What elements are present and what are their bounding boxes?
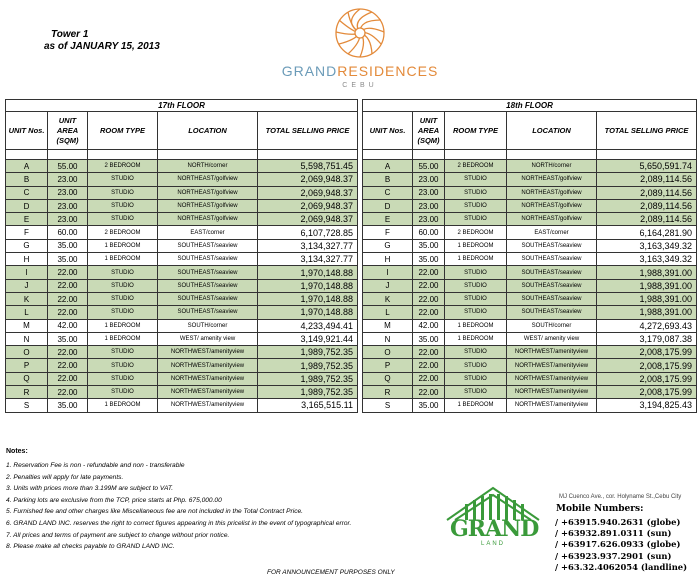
location-cell: SOUTHEAST/seaview bbox=[158, 306, 258, 319]
area-cell: 35.00 bbox=[413, 332, 445, 345]
area-cell: 23.00 bbox=[48, 199, 88, 212]
unit-cell: K bbox=[6, 292, 48, 305]
location-cell: SOUTH/corner bbox=[507, 319, 597, 332]
price-table-17th-body bbox=[6, 100, 358, 413]
room-type-cell: STUDIO bbox=[445, 199, 507, 212]
price-table-17th-floor bbox=[5, 99, 358, 413]
location-cell: SOUTHEAST/seaview bbox=[507, 279, 597, 292]
room-type-cell: 1 BEDROOM bbox=[445, 253, 507, 266]
tower-label: Tower 1 bbox=[51, 29, 89, 40]
area-cell: 22.00 bbox=[48, 279, 88, 292]
note-item: 4. Parking lots are exclusive from the TCP, price starts at Php. 675,000.00 bbox=[6, 496, 222, 504]
location-cell: NORTHWEST/amenityview bbox=[507, 386, 597, 399]
price-cell: 2,089,114.56 bbox=[597, 173, 697, 186]
price-cell: 1,988,391.00 bbox=[597, 279, 697, 292]
price-cell: 3,179,087.38 bbox=[597, 332, 697, 345]
room-type-cell: 1 BEDROOM bbox=[445, 239, 507, 252]
area-cell: 22.00 bbox=[48, 306, 88, 319]
unit-cell: G bbox=[363, 239, 413, 252]
location-cell: NORTHWEST/amenityview bbox=[507, 346, 597, 359]
table-row bbox=[6, 160, 358, 173]
location-cell: SOUTH/corner bbox=[158, 319, 258, 332]
area-cell: 22.00 bbox=[413, 386, 445, 399]
location-cell: NORTHWEST/amenityview bbox=[158, 399, 258, 412]
unit-cell: M bbox=[6, 319, 48, 332]
price-table-18th-floor bbox=[362, 99, 697, 413]
note-item: 5. Furnished fee and other charges like Miscellaneous fee are not included in the Total Contract Price. bbox=[6, 508, 304, 516]
brand-name-a: GRAND bbox=[281, 63, 338, 79]
location-cell: NORTHWEST/amenityview bbox=[158, 346, 258, 359]
as-of-date: as of JANUARY 15, 2013 bbox=[44, 41, 160, 52]
unit-cell: J bbox=[363, 279, 413, 292]
table-row bbox=[6, 199, 358, 212]
table-row bbox=[6, 266, 358, 279]
floor-title: 17th FLOOR bbox=[6, 100, 358, 112]
area-cell: 22.00 bbox=[48, 292, 88, 305]
table-row bbox=[6, 332, 358, 345]
note-item: 2. Penalties will apply for late payments. bbox=[6, 473, 124, 481]
table-row bbox=[363, 399, 697, 412]
table-header-row bbox=[363, 112, 697, 150]
unit-cell: D bbox=[363, 199, 413, 212]
room-type-cell: STUDIO bbox=[445, 279, 507, 292]
room-type-cell: STUDIO bbox=[445, 386, 507, 399]
room-type-cell: 1 BEDROOM bbox=[445, 399, 507, 412]
price-cell: 2,008,175.99 bbox=[597, 359, 697, 372]
room-type-cell: STUDIO bbox=[445, 266, 507, 279]
area-cell: 35.00 bbox=[413, 253, 445, 266]
room-type-cell: STUDIO bbox=[88, 306, 158, 319]
room-type-cell: 2 BEDROOM bbox=[445, 160, 507, 173]
price-cell: 2,008,175.99 bbox=[597, 386, 697, 399]
price-table-18th-body bbox=[363, 100, 697, 413]
location-cell: NORTHWEST/amenityview bbox=[507, 359, 597, 372]
unit-cell: S bbox=[363, 399, 413, 412]
room-type-cell: 2 BEDROOM bbox=[88, 226, 158, 239]
table-row bbox=[363, 226, 697, 239]
unit-cell: B bbox=[363, 173, 413, 186]
area-cell: 22.00 bbox=[48, 386, 88, 399]
table-row bbox=[6, 386, 358, 399]
table-row bbox=[6, 239, 358, 252]
location-cell: SOUTHEAST/seaview bbox=[158, 253, 258, 266]
col-header-room: ROOM TYPE bbox=[445, 112, 507, 150]
area-cell: 22.00 bbox=[413, 266, 445, 279]
area-cell: 22.00 bbox=[48, 359, 88, 372]
room-type-cell: STUDIO bbox=[88, 346, 158, 359]
table-row bbox=[363, 199, 697, 212]
price-cell: 4,272,693.43 bbox=[597, 319, 697, 332]
location-cell: NORTHWEST/amenityview bbox=[158, 359, 258, 372]
shell-emblem-icon bbox=[331, 6, 389, 60]
unit-cell: N bbox=[363, 332, 413, 345]
area-cell: 23.00 bbox=[48, 173, 88, 186]
table-row bbox=[6, 359, 358, 372]
unit-cell: J bbox=[6, 279, 48, 292]
room-type-cell: 1 BEDROOM bbox=[445, 319, 507, 332]
location-cell: NORTH/corner bbox=[158, 160, 258, 173]
spacer-row bbox=[6, 150, 358, 160]
location-cell: NORTHEAST/golfview bbox=[158, 186, 258, 199]
table-title-row bbox=[363, 100, 697, 112]
price-cell: 1,970,148.88 bbox=[258, 292, 358, 305]
location-cell: SOUTHEAST/seaview bbox=[507, 266, 597, 279]
table-title-row bbox=[6, 100, 358, 112]
col-header-price: TOTAL SELLING PRICE bbox=[258, 112, 358, 150]
price-cell: 2,008,175.99 bbox=[597, 346, 697, 359]
location-cell: NORTH/corner bbox=[507, 160, 597, 173]
price-cell: 2,069,948.37 bbox=[258, 199, 358, 212]
unit-cell: R bbox=[363, 386, 413, 399]
room-type-cell: STUDIO bbox=[445, 173, 507, 186]
table-row bbox=[6, 346, 358, 359]
room-type-cell: STUDIO bbox=[88, 372, 158, 385]
table-row bbox=[363, 239, 697, 252]
room-type-cell: STUDIO bbox=[445, 346, 507, 359]
unit-cell: A bbox=[363, 160, 413, 173]
location-cell: NORTHEAST/golfview bbox=[507, 186, 597, 199]
unit-cell: L bbox=[363, 306, 413, 319]
location-cell: NORTHEAST/golfview bbox=[507, 173, 597, 186]
note-item: 3. Units with prices more than 3.199M are subject to VAT. bbox=[6, 485, 174, 493]
announcement-footer: FOR ANNOUNCEMENT PURPOSES ONLY bbox=[267, 569, 395, 576]
grand-residences-logo bbox=[260, 6, 460, 100]
table-row bbox=[6, 306, 358, 319]
room-type-cell: STUDIO bbox=[88, 279, 158, 292]
table-row bbox=[6, 226, 358, 239]
location-cell: SOUTHEAST/seaview bbox=[507, 239, 597, 252]
table-row bbox=[6, 292, 358, 305]
price-cell: 2,069,948.37 bbox=[258, 213, 358, 226]
unit-cell: I bbox=[363, 266, 413, 279]
area-cell: 55.00 bbox=[48, 160, 88, 173]
price-cell: 3,134,327.77 bbox=[258, 239, 358, 252]
area-cell: 60.00 bbox=[48, 226, 88, 239]
table-row bbox=[363, 173, 697, 186]
price-cell: 2,069,948.37 bbox=[258, 186, 358, 199]
col-header-location: LOCATION bbox=[158, 112, 258, 150]
room-type-cell: STUDIO bbox=[445, 372, 507, 385]
brand-name bbox=[260, 63, 460, 79]
table-row bbox=[363, 346, 697, 359]
location-cell: WEST/ amenity view bbox=[158, 332, 258, 345]
table-row bbox=[6, 173, 358, 186]
table-row bbox=[363, 279, 697, 292]
phone-list bbox=[555, 517, 687, 573]
area-cell: 23.00 bbox=[413, 173, 445, 186]
price-cell: 2,089,114.56 bbox=[597, 213, 697, 226]
unit-cell: I bbox=[6, 266, 48, 279]
room-type-cell: STUDIO bbox=[88, 292, 158, 305]
unit-cell: O bbox=[363, 346, 413, 359]
area-cell: 23.00 bbox=[48, 186, 88, 199]
phone-number: / +63932.891.0311 (sun) bbox=[555, 528, 672, 539]
room-type-cell: STUDIO bbox=[88, 386, 158, 399]
price-cell: 1,970,148.88 bbox=[258, 306, 358, 319]
office-address: MJ Cuenco Ave., cor. Holyname St.,Cebu City bbox=[559, 494, 682, 500]
location-cell: SOUTHEAST/seaview bbox=[158, 292, 258, 305]
room-type-cell: 1 BEDROOM bbox=[88, 319, 158, 332]
note-item: 8. Please make all checks payable to GRAND LAND INC. bbox=[6, 543, 175, 551]
price-cell: 3,165,515.11 bbox=[258, 399, 358, 412]
location-cell: EAST/corner bbox=[158, 226, 258, 239]
price-cell: 3,149,921.44 bbox=[258, 332, 358, 345]
area-cell: 35.00 bbox=[48, 253, 88, 266]
location-cell: NORTHEAST/golfview bbox=[158, 213, 258, 226]
area-cell: 22.00 bbox=[413, 306, 445, 319]
notes-list bbox=[6, 460, 351, 553]
location-cell: NORTHWEST/amenityview bbox=[507, 399, 597, 412]
table-row bbox=[363, 266, 697, 279]
unit-cell: Q bbox=[6, 372, 48, 385]
area-cell: 60.00 bbox=[413, 226, 445, 239]
location-cell: SOUTHEAST/seaview bbox=[507, 292, 597, 305]
notes-section bbox=[6, 448, 351, 553]
notes-title: Notes: bbox=[6, 448, 28, 455]
room-type-cell: 2 BEDROOM bbox=[445, 226, 507, 239]
table-row bbox=[363, 386, 697, 399]
spacer-row bbox=[363, 150, 697, 160]
unit-cell: O bbox=[6, 346, 48, 359]
note-item: 7. All prices and terms of payment are subject to change without prior notice. bbox=[6, 531, 230, 539]
price-cell: 1,989,752.35 bbox=[258, 372, 358, 385]
col-header-unit: UNIT Nos. bbox=[363, 112, 413, 150]
table-row bbox=[363, 292, 697, 305]
price-cell: 2,008,175.99 bbox=[597, 372, 697, 385]
price-cell: 1,988,391.00 bbox=[597, 266, 697, 279]
phone-number: / +63915.940.2631 (globe) bbox=[555, 517, 681, 527]
area-cell: 35.00 bbox=[48, 239, 88, 252]
unit-cell: E bbox=[363, 213, 413, 226]
col-header-unit: UNIT Nos. bbox=[6, 112, 48, 150]
table-row bbox=[363, 213, 697, 226]
table-row bbox=[6, 253, 358, 266]
price-cell: 6,164,281.90 bbox=[597, 226, 697, 239]
location-cell: SOUTHEAST/seaview bbox=[507, 253, 597, 266]
table-row bbox=[363, 160, 697, 173]
table-row bbox=[6, 319, 358, 332]
location-cell: SOUTHEAST/seaview bbox=[158, 266, 258, 279]
unit-cell: K bbox=[363, 292, 413, 305]
location-cell: NORTHEAST/golfview bbox=[507, 199, 597, 212]
phone-number: / +63923.937.2901 (sun) bbox=[555, 550, 672, 561]
unit-cell: M bbox=[363, 319, 413, 332]
unit-cell: Q bbox=[363, 372, 413, 385]
brand-city: CEBU bbox=[342, 82, 378, 89]
location-cell: WEST/ amenity view bbox=[507, 332, 597, 345]
col-header-location: LOCATION bbox=[507, 112, 597, 150]
room-type-cell: STUDIO bbox=[88, 199, 158, 212]
unit-cell: F bbox=[6, 226, 48, 239]
col-header-area: UNIT AREA (SQM) bbox=[48, 112, 88, 150]
price-cell: 1,988,391.00 bbox=[597, 292, 697, 305]
unit-cell: B bbox=[6, 173, 48, 186]
unit-cell: F bbox=[363, 226, 413, 239]
room-type-cell: STUDIO bbox=[88, 359, 158, 372]
price-cell: 3,134,327.77 bbox=[258, 253, 358, 266]
table-row bbox=[6, 213, 358, 226]
table-row bbox=[363, 306, 697, 319]
room-type-cell: 1 BEDROOM bbox=[445, 332, 507, 345]
grand-land-word: GRAND bbox=[450, 516, 539, 542]
area-cell: 35.00 bbox=[413, 399, 445, 412]
location-cell: EAST/corner bbox=[507, 226, 597, 239]
area-cell: 23.00 bbox=[413, 199, 445, 212]
room-type-cell: STUDIO bbox=[445, 213, 507, 226]
table-row bbox=[363, 359, 697, 372]
area-cell: 42.00 bbox=[413, 319, 445, 332]
area-cell: 22.00 bbox=[413, 359, 445, 372]
floor-title: 18th FLOOR bbox=[363, 100, 697, 112]
price-cell: 3,194,825.43 bbox=[597, 399, 697, 412]
table-row bbox=[363, 319, 697, 332]
room-type-cell: 1 BEDROOM bbox=[88, 239, 158, 252]
location-cell: SOUTHEAST/seaview bbox=[507, 306, 597, 319]
location-cell: NORTHWEST/amenityview bbox=[158, 386, 258, 399]
area-cell: 35.00 bbox=[48, 332, 88, 345]
room-type-cell: STUDIO bbox=[88, 186, 158, 199]
location-cell: NORTHEAST/golfview bbox=[158, 173, 258, 186]
price-cell: 1,970,148.88 bbox=[258, 279, 358, 292]
room-type-cell: STUDIO bbox=[88, 266, 158, 279]
area-cell: 22.00 bbox=[48, 266, 88, 279]
area-cell: 22.00 bbox=[48, 346, 88, 359]
grand-land-sub: LAND bbox=[481, 541, 506, 547]
table-row bbox=[6, 279, 358, 292]
unit-cell: N bbox=[6, 332, 48, 345]
area-cell: 22.00 bbox=[413, 346, 445, 359]
phone-number: / +63917.626.0933 (globe) bbox=[555, 539, 681, 550]
area-cell: 22.00 bbox=[48, 372, 88, 385]
phone-number: / +63.32.4062054 (landline) bbox=[555, 561, 688, 572]
room-type-cell: 1 BEDROOM bbox=[88, 332, 158, 345]
price-cell: 2,089,114.56 bbox=[597, 199, 697, 212]
location-cell: SOUTHEAST/seaview bbox=[158, 279, 258, 292]
table-row bbox=[6, 372, 358, 385]
area-cell: 22.00 bbox=[413, 372, 445, 385]
unit-cell: D bbox=[6, 199, 48, 212]
room-type-cell: STUDIO bbox=[445, 306, 507, 319]
price-cell: 1,989,752.35 bbox=[258, 359, 358, 372]
area-cell: 42.00 bbox=[48, 319, 88, 332]
room-type-cell: STUDIO bbox=[445, 292, 507, 305]
area-cell: 23.00 bbox=[413, 186, 445, 199]
table-row bbox=[6, 399, 358, 412]
unit-cell: H bbox=[6, 253, 48, 266]
room-type-cell: STUDIO bbox=[88, 173, 158, 186]
mobile-numbers-title: Mobile Numbers: bbox=[556, 504, 644, 514]
area-cell: 22.00 bbox=[413, 279, 445, 292]
price-cell: 1,988,391.00 bbox=[597, 306, 697, 319]
room-type-cell: STUDIO bbox=[88, 213, 158, 226]
location-cell: NORTHWEST/amenityview bbox=[158, 372, 258, 385]
brand-name-b: RESIDENCES bbox=[337, 63, 439, 79]
unit-cell: P bbox=[363, 359, 413, 372]
room-type-cell: 1 BEDROOM bbox=[88, 253, 158, 266]
room-type-cell: STUDIO bbox=[445, 186, 507, 199]
price-cell: 3,163,349.32 bbox=[597, 253, 697, 266]
price-cell: 3,163,349.32 bbox=[597, 239, 697, 252]
unit-cell: P bbox=[6, 359, 48, 372]
note-item: 6. GRAND LAND INC. reserves the right to correct figures appearing in this pricelist in the event of typographical error. bbox=[6, 519, 352, 527]
unit-cell: H bbox=[363, 253, 413, 266]
room-type-cell: STUDIO bbox=[445, 359, 507, 372]
price-cell: 2,089,114.56 bbox=[597, 186, 697, 199]
unit-cell: A bbox=[6, 160, 48, 173]
area-cell: 55.00 bbox=[413, 160, 445, 173]
area-cell: 22.00 bbox=[413, 292, 445, 305]
unit-cell: C bbox=[6, 186, 48, 199]
unit-cell: S bbox=[6, 399, 48, 412]
price-cell: 2,069,948.37 bbox=[258, 173, 358, 186]
table-row bbox=[6, 186, 358, 199]
room-type-cell: 2 BEDROOM bbox=[88, 160, 158, 173]
table-row bbox=[363, 372, 697, 385]
price-cell: 4,233,494.41 bbox=[258, 319, 358, 332]
grand-land-logo bbox=[443, 482, 543, 562]
area-cell: 35.00 bbox=[413, 239, 445, 252]
col-header-price: TOTAL SELLING PRICE bbox=[597, 112, 697, 150]
note-item: 1. Reservation Fee is non - refundable and non - transferable bbox=[6, 462, 185, 469]
price-cell: 1,989,752.35 bbox=[258, 386, 358, 399]
room-type-cell: 1 BEDROOM bbox=[88, 399, 158, 412]
price-cell: 5,650,591.74 bbox=[597, 160, 697, 173]
unit-cell: L bbox=[6, 306, 48, 319]
table-row bbox=[363, 186, 697, 199]
table-row bbox=[363, 332, 697, 345]
unit-cell: C bbox=[363, 186, 413, 199]
location-cell: NORTHWEST/amenityview bbox=[507, 372, 597, 385]
unit-cell: G bbox=[6, 239, 48, 252]
table-row bbox=[363, 253, 697, 266]
area-cell: 35.00 bbox=[48, 399, 88, 412]
area-cell: 23.00 bbox=[413, 213, 445, 226]
price-cell: 6,107,728.85 bbox=[258, 226, 358, 239]
price-cell: 5,598,751.45 bbox=[258, 160, 358, 173]
area-cell: 23.00 bbox=[48, 213, 88, 226]
unit-cell: R bbox=[6, 386, 48, 399]
location-cell: NORTHEAST/golfview bbox=[158, 199, 258, 212]
price-cell: 1,970,148.88 bbox=[258, 266, 358, 279]
col-header-area: UNIT AREA (SQM) bbox=[413, 112, 445, 150]
price-cell: 1,989,752.35 bbox=[258, 346, 358, 359]
location-cell: SOUTHEAST/seaview bbox=[158, 239, 258, 252]
table-header-row bbox=[6, 112, 358, 150]
col-header-room: ROOM TYPE bbox=[88, 112, 158, 150]
unit-cell: E bbox=[6, 213, 48, 226]
location-cell: NORTHEAST/golfview bbox=[507, 213, 597, 226]
